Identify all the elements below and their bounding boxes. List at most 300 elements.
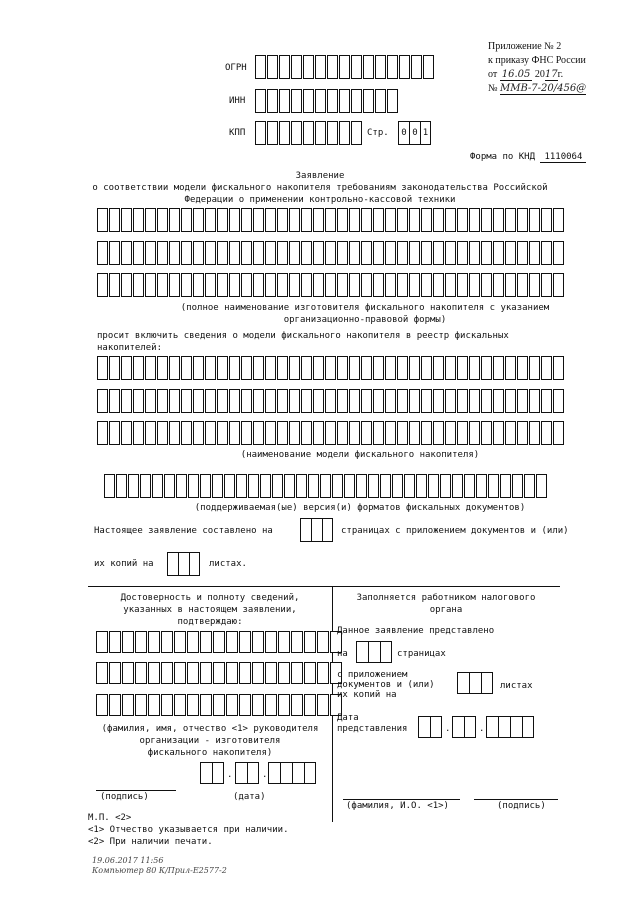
input-cell[interactable] [291,662,303,684]
input-cell[interactable] [464,716,476,738]
input-cell[interactable] [300,518,311,542]
input-cell[interactable] [368,641,380,663]
input-cell[interactable] [229,208,240,232]
input-cell[interactable] [361,241,372,265]
input-cell[interactable] [265,241,276,265]
input-cell[interactable] [445,273,456,297]
input-cell[interactable] [553,421,564,445]
input-cell[interactable] [145,421,156,445]
input-cell[interactable] [289,208,300,232]
input-cell[interactable] [205,208,216,232]
input-cell[interactable] [193,356,204,380]
input-cell[interactable] [339,89,350,113]
input-cell[interactable] [122,631,134,653]
input-cell[interactable] [541,273,552,297]
input-cell[interactable] [505,389,516,413]
input-cell[interactable] [421,273,432,297]
input-cell[interactable] [133,208,144,232]
input-cell[interactable] [97,273,108,297]
input-cell[interactable] [387,55,398,79]
manufacturer-row-2[interactable] [97,241,565,265]
input-cell[interactable] [239,694,251,716]
manufacturer-row-3[interactable] [97,273,565,297]
input-cell[interactable] [385,208,396,232]
input-cell[interactable] [409,389,420,413]
input-cell[interactable] [265,273,276,297]
input-cell[interactable] [315,121,326,145]
input-cell[interactable] [157,208,168,232]
input-cell[interactable] [169,241,180,265]
input-cell[interactable] [239,662,251,684]
presentation-date-month[interactable] [452,716,476,738]
input-cell[interactable] [260,474,271,498]
input-cell[interactable] [457,672,469,694]
input-cell[interactable] [229,421,240,445]
input-cell[interactable] [493,208,504,232]
input-cell[interactable] [397,389,408,413]
input-cell[interactable] [291,89,302,113]
input-cell[interactable] [169,273,180,297]
input-cell[interactable] [481,356,492,380]
copies-count-field[interactable] [167,552,200,576]
input-cell[interactable] [553,241,564,265]
input-cell[interactable] [553,273,564,297]
input-cell[interactable] [200,474,211,498]
inn-field[interactable] [255,89,399,113]
input-cell[interactable] [279,89,290,113]
input-cell[interactable] [278,694,290,716]
input-cell[interactable] [373,208,384,232]
input-cell[interactable] [325,421,336,445]
input-cell[interactable] [349,208,360,232]
input-cell[interactable] [97,356,108,380]
input-cell[interactable] [122,694,134,716]
input-cell[interactable] [322,518,333,542]
input-cell[interactable] [433,273,444,297]
input-cell[interactable] [280,762,292,784]
input-cell[interactable] [236,474,247,498]
input-cell[interactable] [247,762,259,784]
input-cell[interactable] [291,694,303,716]
input-cell[interactable] [411,55,422,79]
input-cell[interactable] [265,208,276,232]
input-cell[interactable] [493,389,504,413]
input-cell[interactable] [135,662,147,684]
manufacturer-row-1[interactable] [97,208,565,232]
input-cell[interactable] [313,389,324,413]
input-cell[interactable] [145,389,156,413]
input-cell[interactable] [416,474,427,498]
input-cell[interactable] [252,694,264,716]
input-cell[interactable] [104,474,115,498]
input-cell[interactable] [344,474,355,498]
input-cell[interactable] [303,121,314,145]
input-cell[interactable] [109,241,120,265]
input-cell[interactable] [205,356,216,380]
input-cell[interactable] [133,273,144,297]
input-cell[interactable] [361,356,372,380]
input-cell[interactable] [200,694,212,716]
presented-pages-field[interactable] [356,641,392,663]
input-cell[interactable] [217,421,228,445]
input-cell[interactable] [553,389,564,413]
input-cell[interactable] [253,208,264,232]
input-cell[interactable] [373,273,384,297]
input-cell[interactable] [339,55,350,79]
input-cell[interactable] [193,421,204,445]
input-cell[interactable] [541,208,552,232]
input-cell[interactable] [109,208,120,232]
input-cell[interactable] [174,631,186,653]
input-cell[interactable] [361,389,372,413]
input-cell[interactable] [349,389,360,413]
input-cell[interactable] [140,474,151,498]
input-cell[interactable] [464,474,475,498]
input-cell[interactable] [226,694,238,716]
input-cell[interactable] [145,273,156,297]
input-cell[interactable] [397,241,408,265]
input-cell[interactable] [363,55,374,79]
input-cell[interactable] [375,55,386,79]
input-cell[interactable] [277,241,288,265]
input-cell[interactable] [229,241,240,265]
input-cell[interactable] [457,356,468,380]
input-cell[interactable] [337,356,348,380]
input-cell[interactable] [289,356,300,380]
input-cell[interactable] [510,716,522,738]
input-cell[interactable] [327,121,338,145]
head-fio-row-3[interactable] [96,694,343,716]
model-row-2[interactable] [97,389,565,413]
input-cell[interactable] [457,273,468,297]
input-cell[interactable] [116,474,127,498]
input-cell[interactable] [277,421,288,445]
input-cell[interactable] [145,208,156,232]
input-cell[interactable] [292,762,304,784]
input-cell[interactable] [226,662,238,684]
input-cell[interactable] [148,694,160,716]
input-cell[interactable] [181,389,192,413]
input-cell[interactable] [493,241,504,265]
input-cell[interactable] [536,474,547,498]
input-cell[interactable] [517,356,528,380]
input-cell[interactable] [239,631,251,653]
input-cell[interactable] [255,55,266,79]
input-cell[interactable] [289,273,300,297]
input-cell[interactable] [304,631,316,653]
input-cell[interactable] [339,121,350,145]
input-cell[interactable] [308,474,319,498]
input-cell[interactable] [193,241,204,265]
input-cell[interactable] [265,389,276,413]
input-cell[interactable] [268,762,280,784]
input-cell[interactable] [469,356,480,380]
input-cell[interactable] [301,273,312,297]
input-cell[interactable] [397,208,408,232]
input-cell[interactable] [541,241,552,265]
input-cell[interactable] [157,421,168,445]
input-cell[interactable] [96,694,108,716]
input-cell[interactable] [253,241,264,265]
input-cell[interactable] [217,208,228,232]
input-cell[interactable] [505,356,516,380]
input-cell[interactable] [325,241,336,265]
kpp-field[interactable] [255,121,363,145]
input-cell[interactable] [409,208,420,232]
input-cell[interactable] [248,474,259,498]
input-cell[interactable] [421,241,432,265]
input-cell[interactable] [313,421,324,445]
input-cell[interactable] [505,273,516,297]
input-cell[interactable] [241,208,252,232]
head-fio-row-2[interactable] [96,662,343,684]
input-cell[interactable] [457,241,468,265]
input-cell[interactable] [317,662,329,684]
input-cell[interactable] [161,631,173,653]
pages-count-field[interactable] [300,518,333,542]
input-cell[interactable] [109,631,121,653]
input-cell[interactable] [529,356,540,380]
input-cell[interactable] [493,356,504,380]
input-cell[interactable] [96,631,108,653]
input-cell[interactable] [241,356,252,380]
input-cell[interactable] [161,662,173,684]
input-cell[interactable] [373,356,384,380]
input-cell[interactable] [440,474,451,498]
input-cell[interactable] [187,694,199,716]
input-cell[interactable] [373,241,384,265]
input-cell[interactable] [265,631,277,653]
input-cell[interactable] [205,273,216,297]
input-cell[interactable] [363,89,374,113]
input-cell[interactable] [481,389,492,413]
input-cell[interactable] [121,356,132,380]
input-cell[interactable] [135,631,147,653]
input-cell[interactable] [433,356,444,380]
input-cell[interactable] [327,89,338,113]
input-cell[interactable] [349,273,360,297]
input-cell[interactable] [304,762,316,784]
presentation-date-day[interactable] [418,716,442,738]
input-cell[interactable] [265,694,277,716]
input-cell[interactable] [481,421,492,445]
input-cell[interactable] [241,273,252,297]
input-cell[interactable] [145,241,156,265]
input-cell[interactable] [148,662,160,684]
input-cell[interactable] [133,356,144,380]
input-cell[interactable] [457,421,468,445]
input-cell[interactable] [315,55,326,79]
input-cell[interactable] [421,389,432,413]
input-cell[interactable] [409,273,420,297]
input-cell[interactable] [157,356,168,380]
input-cell[interactable] [457,208,468,232]
input-cell[interactable] [493,273,504,297]
input-cell[interactable] [304,694,316,716]
presentation-date-year[interactable] [486,716,534,738]
input-cell[interactable] [337,241,348,265]
input-cell[interactable] [349,356,360,380]
input-cell[interactable] [469,241,480,265]
input-cell[interactable] [96,662,108,684]
page-number-field[interactable] [398,121,431,145]
input-cell[interactable] [356,474,367,498]
input-cell[interactable] [255,121,266,145]
input-cell[interactable] [109,389,120,413]
input-cell[interactable] [253,421,264,445]
input-cell[interactable] [200,762,212,784]
presented-sheets-field[interactable] [457,672,493,694]
input-cell[interactable] [193,389,204,413]
model-row-3[interactable] [97,421,565,445]
input-cell[interactable] [253,389,264,413]
input-cell[interactable] [135,694,147,716]
input-cell[interactable] [303,89,314,113]
input-cell[interactable] [226,631,238,653]
input-cell[interactable] [97,389,108,413]
input-cell[interactable] [541,356,552,380]
input-cell[interactable] [279,55,290,79]
input-cell[interactable] [325,208,336,232]
input-cell[interactable] [205,421,216,445]
input-cell[interactable] [189,552,200,576]
input-cell[interactable] [277,356,288,380]
input-cell[interactable] [445,356,456,380]
input-cell[interactable] [418,716,430,738]
input-cell[interactable] [320,474,331,498]
input-cell[interactable] [174,694,186,716]
input-cell[interactable] [325,273,336,297]
input-cell[interactable] [349,241,360,265]
input-cell[interactable] [505,208,516,232]
input-cell[interactable] [212,474,223,498]
input-cell[interactable] [272,474,283,498]
input-cell[interactable] [517,241,528,265]
input-cell[interactable] [469,389,480,413]
input-cell[interactable] [301,421,312,445]
input-cell[interactable] [313,273,324,297]
input-cell[interactable] [277,273,288,297]
input-cell[interactable] [241,421,252,445]
input-cell[interactable] [121,241,132,265]
input-cell[interactable] [361,421,372,445]
input-cell[interactable] [421,421,432,445]
input-cell[interactable] [152,474,163,498]
input-cell[interactable] [433,389,444,413]
input-cell[interactable] [301,389,312,413]
input-cell[interactable] [267,55,278,79]
input-cell[interactable] [121,421,132,445]
input-cell[interactable] [265,356,276,380]
sign-date-year[interactable] [268,762,316,784]
input-cell[interactable] [481,273,492,297]
input-cell[interactable] [313,208,324,232]
input-cell[interactable] [541,389,552,413]
input-cell[interactable] [517,421,528,445]
input-cell[interactable] [109,273,120,297]
input-cell[interactable] [452,474,463,498]
input-cell[interactable] [553,208,564,232]
input-cell[interactable] [193,273,204,297]
input-cell[interactable] [213,631,225,653]
input-cell[interactable] [169,389,180,413]
input-cell[interactable] [303,55,314,79]
input-cell[interactable] [187,662,199,684]
input-cell[interactable] [325,389,336,413]
input-cell[interactable] [317,631,329,653]
input-cell[interactable] [337,421,348,445]
input-cell[interactable] [128,474,139,498]
input-cell[interactable] [217,241,228,265]
input-cell[interactable] [133,389,144,413]
input-cell[interactable] [529,208,540,232]
input-cell[interactable] [164,474,175,498]
input-cell[interactable] [181,421,192,445]
input-cell[interactable] [278,631,290,653]
input-cell[interactable] [500,474,511,498]
input-cell[interactable] [122,662,134,684]
input-cell[interactable] [121,208,132,232]
input-cell[interactable] [505,241,516,265]
input-cell[interactable] [289,389,300,413]
input-cell[interactable] [385,356,396,380]
input-cell[interactable] [313,356,324,380]
input-cell[interactable] [553,356,564,380]
input-cell[interactable] [317,694,329,716]
input-cell[interactable] [213,694,225,716]
input-cell[interactable] [337,208,348,232]
input-cell[interactable] [157,241,168,265]
input-cell[interactable] [301,356,312,380]
input-cell[interactable] [529,421,540,445]
input-cell[interactable] [397,421,408,445]
input-cell[interactable] [356,641,368,663]
input-cell[interactable] [277,208,288,232]
input-cell[interactable] [397,356,408,380]
input-cell[interactable] [409,241,420,265]
input-cell[interactable] [278,662,290,684]
input-cell[interactable] [469,672,481,694]
input-cell[interactable] [157,273,168,297]
input-cell[interactable] [253,356,264,380]
input-cell[interactable] [387,89,398,113]
input-cell[interactable] [229,273,240,297]
input-cell[interactable] [488,474,499,498]
input-cell[interactable] [200,662,212,684]
input-cell[interactable] [505,421,516,445]
input-cell[interactable] [421,356,432,380]
input-cell[interactable] [265,662,277,684]
input-cell[interactable] [145,356,156,380]
input-cell[interactable] [241,241,252,265]
input-cell[interactable] [529,241,540,265]
input-cell[interactable] [517,273,528,297]
input-cell[interactable] [349,421,360,445]
input-cell[interactable] [267,121,278,145]
input-cell[interactable] [481,672,493,694]
input-cell[interactable] [188,474,199,498]
input-cell[interactable] [452,716,464,738]
input-cell[interactable] [252,631,264,653]
input-cell[interactable] [332,474,343,498]
input-cell[interactable] [181,273,192,297]
input-cell[interactable] [169,421,180,445]
input-cell[interactable] [380,641,392,663]
input-cell[interactable] [217,273,228,297]
input-cell[interactable] [97,208,108,232]
input-cell[interactable] [121,389,132,413]
input-cell[interactable] [109,694,121,716]
